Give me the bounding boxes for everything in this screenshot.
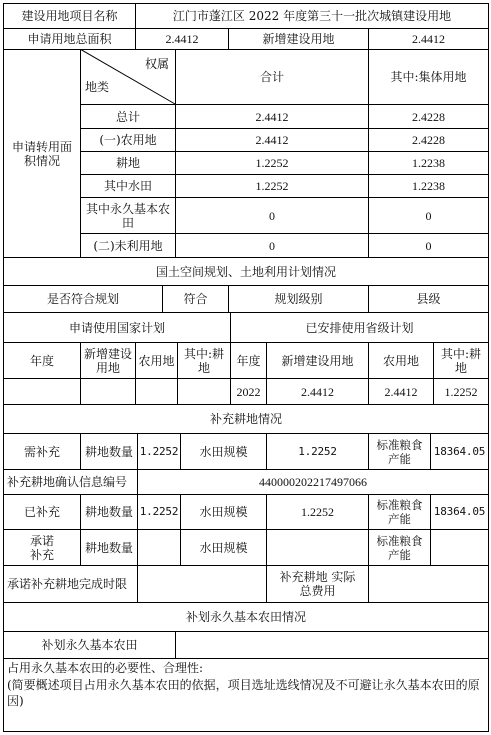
deadline-label: 承诺补充耕地完成时限 xyxy=(7,577,128,591)
header-arable: 其中:耕 地 xyxy=(183,346,225,375)
project-name-label: 建设用地项目名称 xyxy=(21,9,118,23)
promised-grain-label: 标准粮食 产能 xyxy=(376,533,423,562)
provincial-year-value: 2022 xyxy=(236,384,261,399)
row-arable-collective: 1.2238 xyxy=(412,156,445,170)
basic-farmland-section-title: 补划永久基本农田情况 xyxy=(185,610,306,624)
row-unused-value: 0 xyxy=(269,238,275,253)
required-paddy-label: 水田规模 xyxy=(199,444,248,459)
planning-section-title: 国土空间规划、土地利用计划情况 xyxy=(155,264,336,279)
promised-paddy-label: 水田规模 xyxy=(199,540,248,555)
header-farmland-provincial: 农用地 xyxy=(382,353,419,368)
done-paddy: 1.2252 xyxy=(301,505,334,519)
total-area-label: 申请用地总面积 xyxy=(27,32,112,46)
promised-label: 承诺 补充 xyxy=(29,533,54,562)
header-land-type: 地类 xyxy=(84,80,109,94)
total-area-value: 2.4412 xyxy=(165,32,199,46)
column-total: 合计 xyxy=(259,70,284,84)
header-ownership: 权属 xyxy=(144,57,169,71)
header-farmland: 农用地 xyxy=(138,353,175,368)
provincial-plan-label: 已安排使用省级计划 xyxy=(305,320,414,335)
required-grain-label: 标准粮食 产能 xyxy=(376,437,423,466)
promised-paddy xyxy=(267,530,368,565)
conversion-section-label: 申请转用面 积情况 xyxy=(11,139,72,168)
required-arable-qty-label: 耕地数量 xyxy=(84,444,133,459)
header-arable-provincial: 其中:耕 地 xyxy=(440,346,482,375)
row-paddy-collective: 1.2238 xyxy=(412,179,445,193)
project-name-value: 江门市蓬江区 2022 年度第三十一批次城镇建设用地 xyxy=(172,9,452,23)
column-collective: 其中:集体用地 xyxy=(390,70,467,84)
header-new-construction: 新增建设 用地 xyxy=(83,346,132,375)
provincial-arable-value: 1.2252 xyxy=(444,384,478,399)
required-label: 需补充 xyxy=(23,444,60,459)
row-total-collective: 2.4228 xyxy=(412,109,445,124)
done-label: 已补充 xyxy=(23,505,60,519)
row-agricultural-value: 2.4412 xyxy=(255,133,289,147)
row-label-total: 总计 xyxy=(115,109,140,124)
plan-level-value: 县级 xyxy=(416,292,441,306)
required-grain: 18364.05 xyxy=(433,444,486,458)
row-label-agricultural: (一)农用地 xyxy=(99,133,157,147)
row-label-unused: (二)未利用地 xyxy=(93,238,163,253)
header-year: 年度 xyxy=(29,353,54,368)
compliance-label: 是否符合规划 xyxy=(46,292,119,306)
necessity-heading: 占用永久基本农田的必要性、合理性: xyxy=(7,661,204,675)
done-arable-qty-label: 耕地数量 xyxy=(84,505,133,519)
confirm-number-label: 补充耕地确认信息编号 xyxy=(7,475,128,489)
new-construction-label: 新增建设用地 xyxy=(262,32,335,46)
provincial-farmland-value: 2.4412 xyxy=(384,384,418,399)
done-arable-qty: 1.2252 xyxy=(139,505,179,518)
row-label-paddy: 其中水田 xyxy=(103,179,152,193)
row-permanent-farmland-value: 0 xyxy=(269,208,275,223)
promised-grain xyxy=(431,530,488,565)
new-construction-value: 2.4412 xyxy=(412,32,445,46)
necessity-note: (简要概述项目占用永久基本农田的依据，项目选址选线情况及不可避让永久基本农田的原因) xyxy=(7,678,480,708)
row-label-arable: 耕地 xyxy=(115,156,140,170)
rule xyxy=(3,731,489,732)
promised-arable-qty-label: 耕地数量 xyxy=(84,540,133,555)
done-paddy-label: 水田规模 xyxy=(199,505,248,519)
basic-farmland-label: 补划永久基本农田 xyxy=(41,638,138,652)
promised-arable-qty xyxy=(138,530,180,565)
row-unused-collective: 0 xyxy=(425,238,432,253)
header-new-construction-provincial: 新增建设用地 xyxy=(281,353,354,368)
row-total-value: 2.4412 xyxy=(255,109,289,124)
plan-level-label: 规划级别 xyxy=(274,292,323,306)
row-arable-value: 1.2252 xyxy=(255,156,289,170)
done-grain: 18364.05 xyxy=(433,505,486,518)
done-grain-label: 标准粮食 产能 xyxy=(376,498,423,526)
compliance-value: 符合 xyxy=(183,292,208,306)
cost-value xyxy=(369,566,488,602)
basic-farmland-value xyxy=(176,632,488,658)
rule xyxy=(488,3,489,732)
confirm-number: 440000202217497066 xyxy=(259,475,367,489)
required-paddy: 1.2252 xyxy=(298,444,337,458)
row-agricultural-collective: 2.4228 xyxy=(412,133,445,147)
header-year-provincial: 年度 xyxy=(236,353,261,368)
cost-label: 补充耕地 实际 总费用 xyxy=(279,570,356,598)
row-label-permanent-farmland: 其中永久基本农 田 xyxy=(85,201,170,230)
supplement-section-title: 补充耕地情况 xyxy=(209,412,282,426)
provincial-new-construction-value: 2.4412 xyxy=(301,384,334,399)
deadline-value xyxy=(138,566,266,602)
row-permanent-farmland-collective: 0 xyxy=(425,208,432,223)
required-arable-qty: 1.2252 xyxy=(139,444,179,458)
row-paddy-value: 1.2252 xyxy=(255,179,289,193)
national-plan-label: 申请使用国家计划 xyxy=(68,320,165,335)
